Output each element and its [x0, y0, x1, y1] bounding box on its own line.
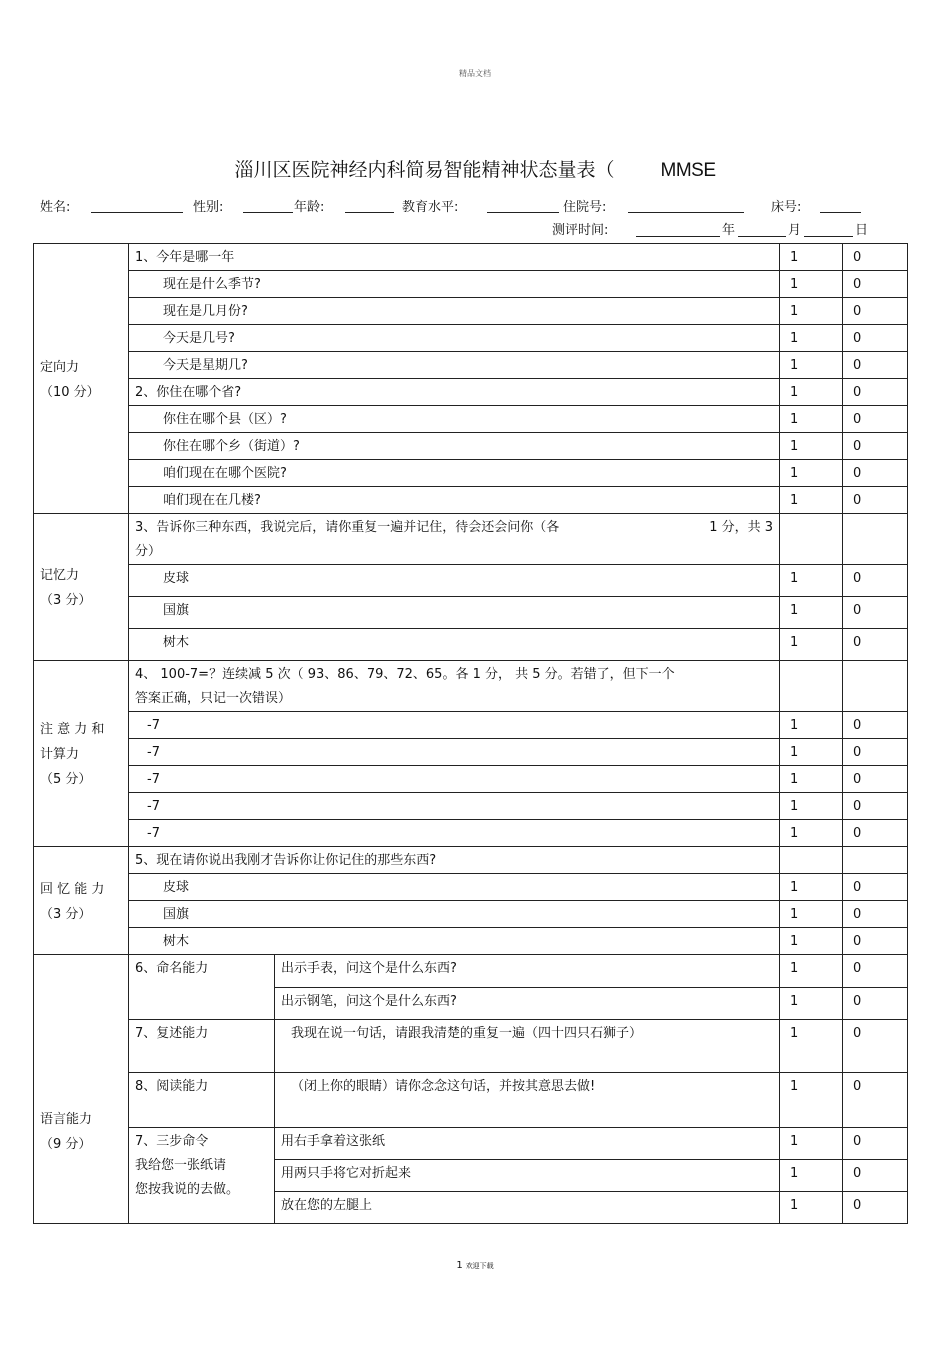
score-zero[interactable]: 0 [843, 820, 908, 847]
score-zero[interactable]: 0 [843, 1073, 908, 1128]
section-name: 回 忆 能 力 [40, 881, 105, 897]
score-zero[interactable]: 0 [843, 874, 908, 901]
table-row [34, 928, 908, 955]
footer-note: 欢迎下载 [465, 1262, 494, 1270]
q3-line2: 分） [135, 544, 162, 559]
table-row [34, 712, 908, 739]
table-row [34, 874, 908, 901]
score-one[interactable]: 1 [780, 1160, 843, 1192]
item-minus7: -7 [129, 712, 780, 739]
table-row [34, 766, 908, 793]
score-zero[interactable]: 0 [843, 460, 908, 487]
table-row [34, 1020, 908, 1073]
score-blank [780, 661, 843, 712]
table-row [34, 739, 908, 766]
age-label: 年龄: [294, 200, 325, 215]
score-zero[interactable]: 0 [843, 766, 908, 793]
education-field[interactable] [487, 212, 559, 213]
score-zero[interactable]: 0 [843, 739, 908, 766]
score-one[interactable]: 1 [780, 1073, 843, 1128]
score-zero[interactable]: 0 [843, 597, 908, 629]
section-name: 语言能力 [40, 1112, 93, 1127]
item-minus7: -7 [129, 766, 780, 793]
question-q5: 5、现在请你说出我刚才告诉你让你记住的那些东西? [129, 847, 780, 874]
score-zero[interactable]: 0 [843, 352, 908, 379]
score-one[interactable]: 1 [780, 244, 843, 271]
item-minus7: -7 [129, 820, 780, 847]
score-one[interactable]: 1 [780, 433, 843, 460]
question-date: 今天是几号? [129, 325, 780, 352]
task-repeat: 我现在说一句话，请跟我清楚的重复一遍（四十四只石狮子） [275, 1020, 780, 1073]
score-one[interactable]: 1 [780, 597, 843, 629]
table-row [34, 629, 908, 661]
score-one[interactable]: 1 [780, 1128, 843, 1160]
score-zero[interactable]: 0 [843, 406, 908, 433]
score-zero[interactable]: 0 [843, 487, 908, 514]
score-zero[interactable]: 0 [843, 325, 908, 352]
section-points: （3 分） [40, 906, 92, 922]
score-zero[interactable]: 0 [843, 901, 908, 928]
score-blank [780, 514, 843, 565]
score-one[interactable]: 1 [780, 988, 843, 1020]
question-q4 [129, 661, 780, 712]
score-zero[interactable]: 0 [843, 629, 908, 661]
bed-field[interactable] [820, 212, 861, 213]
table-row [34, 244, 908, 271]
score-one[interactable]: 1 [780, 487, 843, 514]
task-fold: 用两只手将它对折起来 [275, 1160, 780, 1192]
score-one[interactable]: 1 [780, 325, 843, 352]
question-hospital: 咱们现在在哪个医院? [129, 460, 780, 487]
score-one[interactable]: 1 [780, 793, 843, 820]
q3-tail: 1 分，共 3 [709, 520, 773, 535]
question-township: 你住在哪个乡（街道）? [129, 433, 780, 460]
question-q9 [129, 1128, 275, 1224]
table-row [34, 820, 908, 847]
eval-day-field[interactable] [804, 236, 853, 237]
score-one[interactable]: 1 [780, 298, 843, 325]
section-orientation [34, 244, 129, 514]
score-one[interactable]: 1 [780, 629, 843, 661]
section-points: （5 分） [40, 772, 92, 787]
page-title [0, 155, 950, 182]
month-label: 月 [788, 223, 802, 238]
item-minus7: -7 [129, 739, 780, 766]
table-row [34, 793, 908, 820]
table-row [34, 597, 908, 629]
score-zero[interactable]: 0 [843, 1128, 908, 1160]
table-row [34, 514, 908, 565]
score-one[interactable]: 1 [780, 1020, 843, 1073]
footer [0, 1260, 950, 1271]
table-row [34, 271, 908, 298]
task-left-leg: 放在您的左腿上 [275, 1192, 780, 1224]
day-label: 日 [855, 223, 869, 238]
task-pen: 出示钢笔，问这个是什么东西? [275, 988, 780, 1020]
table-row [34, 352, 908, 379]
section-points: （3 分） [40, 593, 92, 608]
section-name: 注 意 力 和 [40, 722, 105, 737]
year-label: 年 [722, 223, 736, 238]
question-q6: 6、命名能力 [129, 955, 275, 1020]
admission-field[interactable] [628, 212, 744, 213]
table-row [34, 955, 908, 988]
score-blank [780, 847, 843, 874]
item-ball: 皮球 [129, 874, 780, 901]
score-one[interactable]: 1 [780, 406, 843, 433]
age-field[interactable] [345, 212, 394, 213]
section-language [34, 955, 129, 1224]
table-row [34, 1073, 908, 1128]
question-q8: 8、阅读能力 [129, 1073, 275, 1128]
q9-line2: 我给您一张纸请 [135, 1158, 227, 1173]
section-points: （9 分） [40, 1137, 92, 1152]
question-weekday: 今天是星期几? [129, 352, 780, 379]
question-q3 [129, 514, 780, 565]
score-one[interactable]: 1 [780, 901, 843, 928]
table-row [34, 433, 908, 460]
item-minus7: -7 [129, 793, 780, 820]
section-points: （10 分） [40, 384, 100, 400]
table-row [34, 847, 908, 874]
score-one[interactable]: 1 [780, 1192, 843, 1224]
eval-month-field[interactable] [738, 236, 786, 237]
score-zero[interactable]: 0 [843, 433, 908, 460]
score-zero[interactable]: 0 [843, 793, 908, 820]
score-zero[interactable]: 0 [843, 1160, 908, 1192]
q9-line3: 您按我说的去做。 [135, 1182, 240, 1197]
score-one[interactable]: 1 [780, 874, 843, 901]
question-season: 现在是什么季节? [129, 271, 780, 298]
score-blank [843, 661, 908, 712]
score-zero[interactable]: 0 [843, 379, 908, 406]
q4-text: 4、 100-7=？连续减 5 次（ 93、86、79、72、65。各 1 分， 共 5 分。若错了，但下一个 [135, 667, 675, 682]
score-one[interactable]: 1 [780, 271, 843, 298]
table-row [34, 565, 908, 597]
table-row [34, 298, 908, 325]
score-one[interactable]: 1 [780, 766, 843, 793]
score-one[interactable]: 1 [780, 928, 843, 955]
section-name-2: 计算力 [40, 747, 80, 762]
score-zero[interactable]: 0 [843, 1020, 908, 1073]
table-row [34, 661, 908, 712]
eval-time-label: 测评时间: [552, 223, 609, 238]
title-abbr: MMSE [660, 160, 716, 181]
section-memory [34, 514, 129, 661]
score-one[interactable]: 1 [780, 820, 843, 847]
score-one[interactable]: 1 [780, 955, 843, 988]
gender-field[interactable] [243, 212, 293, 213]
table-row [34, 901, 908, 928]
score-zero[interactable]: 0 [843, 955, 908, 988]
score-one[interactable]: 1 [780, 460, 843, 487]
question-floor: 咱们现在在几楼? [129, 487, 780, 514]
section-name: 定向力 [40, 359, 80, 375]
title-text: 淄川区医院神经内科简易智能精神状态量表（ [234, 159, 615, 181]
score-one[interactable]: 1 [780, 352, 843, 379]
question-month: 现在是几月份? [129, 298, 780, 325]
item-ball: 皮球 [129, 565, 780, 597]
score-blank [843, 847, 908, 874]
page-number: 1 [456, 1260, 463, 1271]
score-blank [843, 514, 908, 565]
question-q1: 1、今年是哪一年 [129, 244, 780, 271]
score-zero[interactable]: 0 [843, 298, 908, 325]
score-zero[interactable]: 0 [843, 565, 908, 597]
name-field[interactable] [91, 212, 183, 213]
table-row [34, 379, 908, 406]
item-tree: 树木 [129, 629, 780, 661]
table-row [34, 460, 908, 487]
table-row [34, 487, 908, 514]
q9-text: 7、三步命令 [135, 1134, 209, 1149]
score-one[interactable]: 1 [780, 565, 843, 597]
table-row [34, 325, 908, 352]
admission-label: 住院号: [563, 200, 607, 215]
score-zero[interactable]: 0 [843, 271, 908, 298]
score-zero[interactable]: 0 [843, 712, 908, 739]
score-one[interactable]: 1 [780, 379, 843, 406]
item-flag: 国旗 [129, 597, 780, 629]
score-zero[interactable]: 0 [843, 244, 908, 271]
mmse-table [33, 243, 908, 1224]
item-tree: 树木 [129, 928, 780, 955]
task-read: （闭上你的眼睛）请你念念这句话，并按其意思去做! [275, 1073, 780, 1128]
name-label: 姓名: [40, 200, 71, 215]
gender-label: 性别: [193, 200, 224, 215]
table-row [34, 1128, 908, 1160]
score-zero[interactable]: 0 [843, 1192, 908, 1224]
score-one[interactable]: 1 [780, 712, 843, 739]
section-recall [34, 847, 129, 955]
score-one[interactable]: 1 [780, 739, 843, 766]
score-zero[interactable]: 0 [843, 928, 908, 955]
question-q2: 2、你住在哪个省? [129, 379, 780, 406]
q3-text: 3、告诉你三种东西，我说完后，请你重复一遍并记住，待会还会问你（各 [135, 520, 560, 535]
score-zero[interactable]: 0 [843, 988, 908, 1020]
section-name: 记忆力 [40, 568, 80, 583]
item-flag: 国旗 [129, 901, 780, 928]
question-q7: 7、复述能力 [129, 1020, 275, 1073]
q4-line2: 答案正确，只记一次错误） [135, 691, 292, 706]
education-label: 教育水平: [402, 200, 459, 215]
section-attention [34, 661, 129, 847]
eval-year-field[interactable] [636, 236, 720, 237]
question-county: 你住在哪个县（区）? [129, 406, 780, 433]
task-watch: 出示手表，问这个是什么东西? [275, 955, 780, 988]
task-right-hand: 用右手拿着这张纸 [275, 1128, 780, 1160]
bed-label: 床号: [771, 200, 802, 215]
header-note: 精品文档 [459, 69, 491, 78]
table-row [34, 406, 908, 433]
